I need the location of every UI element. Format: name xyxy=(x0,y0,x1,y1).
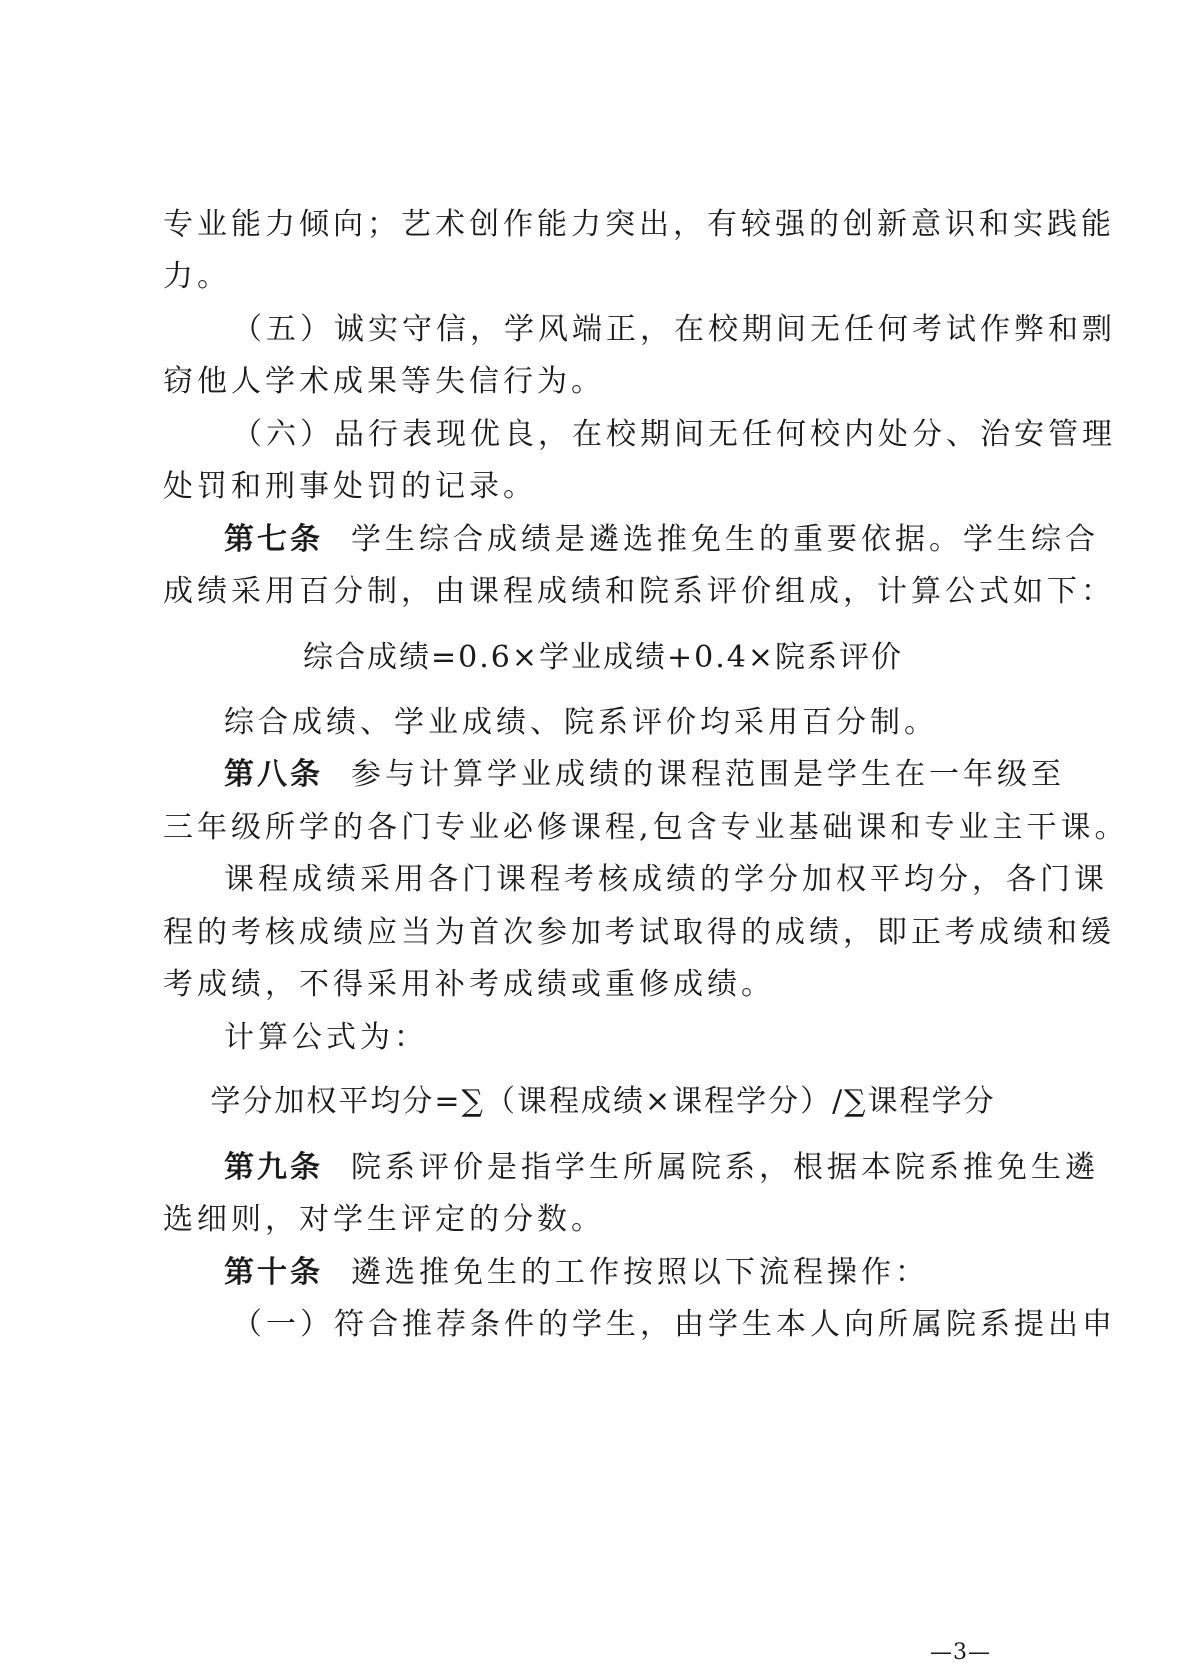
paragraph-line: 成绩采用百分制，由课程成绩和院系评价组成，计算公式如下： xyxy=(163,574,1115,609)
article-9-title: 第九条 xyxy=(224,1150,323,1185)
paragraph-line: 课程成绩采用各门课程考核成绩的学分加权平均分，各门课 xyxy=(224,862,1108,897)
page-number: —3— xyxy=(930,1640,991,1665)
paragraph-line: 综合成绩、学业成绩、院系评价均采用百分制。 xyxy=(224,705,938,740)
article-7-line: 第七条 学生综合成绩是遴选推免生的重要依据。学生综合 xyxy=(224,522,1099,557)
paragraph-line: 窃他人学术成果等失信行为。 xyxy=(163,364,605,399)
paragraph-line: （五）诚实守信，学风端正，在校期间无任何考试作弊和剽 xyxy=(232,312,1116,347)
article-10-title: 第十条 xyxy=(224,1255,323,1290)
paragraph-line: 处罚和刑事处罚的记录。 xyxy=(163,469,537,504)
formula-weighted-average: 学分加权平均分=∑（课程成绩×课程学分）/∑课程学分 xyxy=(210,1084,996,1119)
paragraph-line: 力。 xyxy=(163,259,231,294)
paragraph-line: 三年级所学的各门专业必修课程,包含专业基础课和专业主干课。 xyxy=(163,810,1129,845)
article-8-line: 第八条 参与计算学业成绩的课程范围是学生在一年级至 xyxy=(224,757,1065,792)
paragraph-line: 计算公式为： xyxy=(224,1020,428,1055)
formula-composite-score: 综合成绩=0.6×学业成绩+0.4×院系评价 xyxy=(303,640,903,675)
paragraph-line: 程的考核成绩应当为首次参加考试取得的成绩，即正考成绩和缓 xyxy=(163,915,1115,950)
paragraph-line: 考成绩，不得采用补考成绩或重修成绩。 xyxy=(163,967,775,1002)
article-8-title: 第八条 xyxy=(224,757,323,792)
article-9-line: 第九条 院系评价是指学生所属院系，根据本院系推免生遴 xyxy=(224,1150,1099,1185)
paragraph-line: 专业能力倾向；艺术创作能力突出，有较强的创新意识和实践能 xyxy=(163,207,1115,242)
paragraph-line: 选细则，对学生评定的分数。 xyxy=(163,1202,605,1237)
paragraph-line: （六）品行表现优良，在校期间无任何校内处分、治安管理 xyxy=(232,417,1116,452)
article-7-title: 第七条 xyxy=(224,522,323,557)
article-10-line: 第十条 遴选推免生的工作按照以下流程操作： xyxy=(224,1255,929,1290)
paragraph-line: （一）符合推荐条件的学生，由学生本人向所属院系提出申 xyxy=(232,1307,1116,1342)
